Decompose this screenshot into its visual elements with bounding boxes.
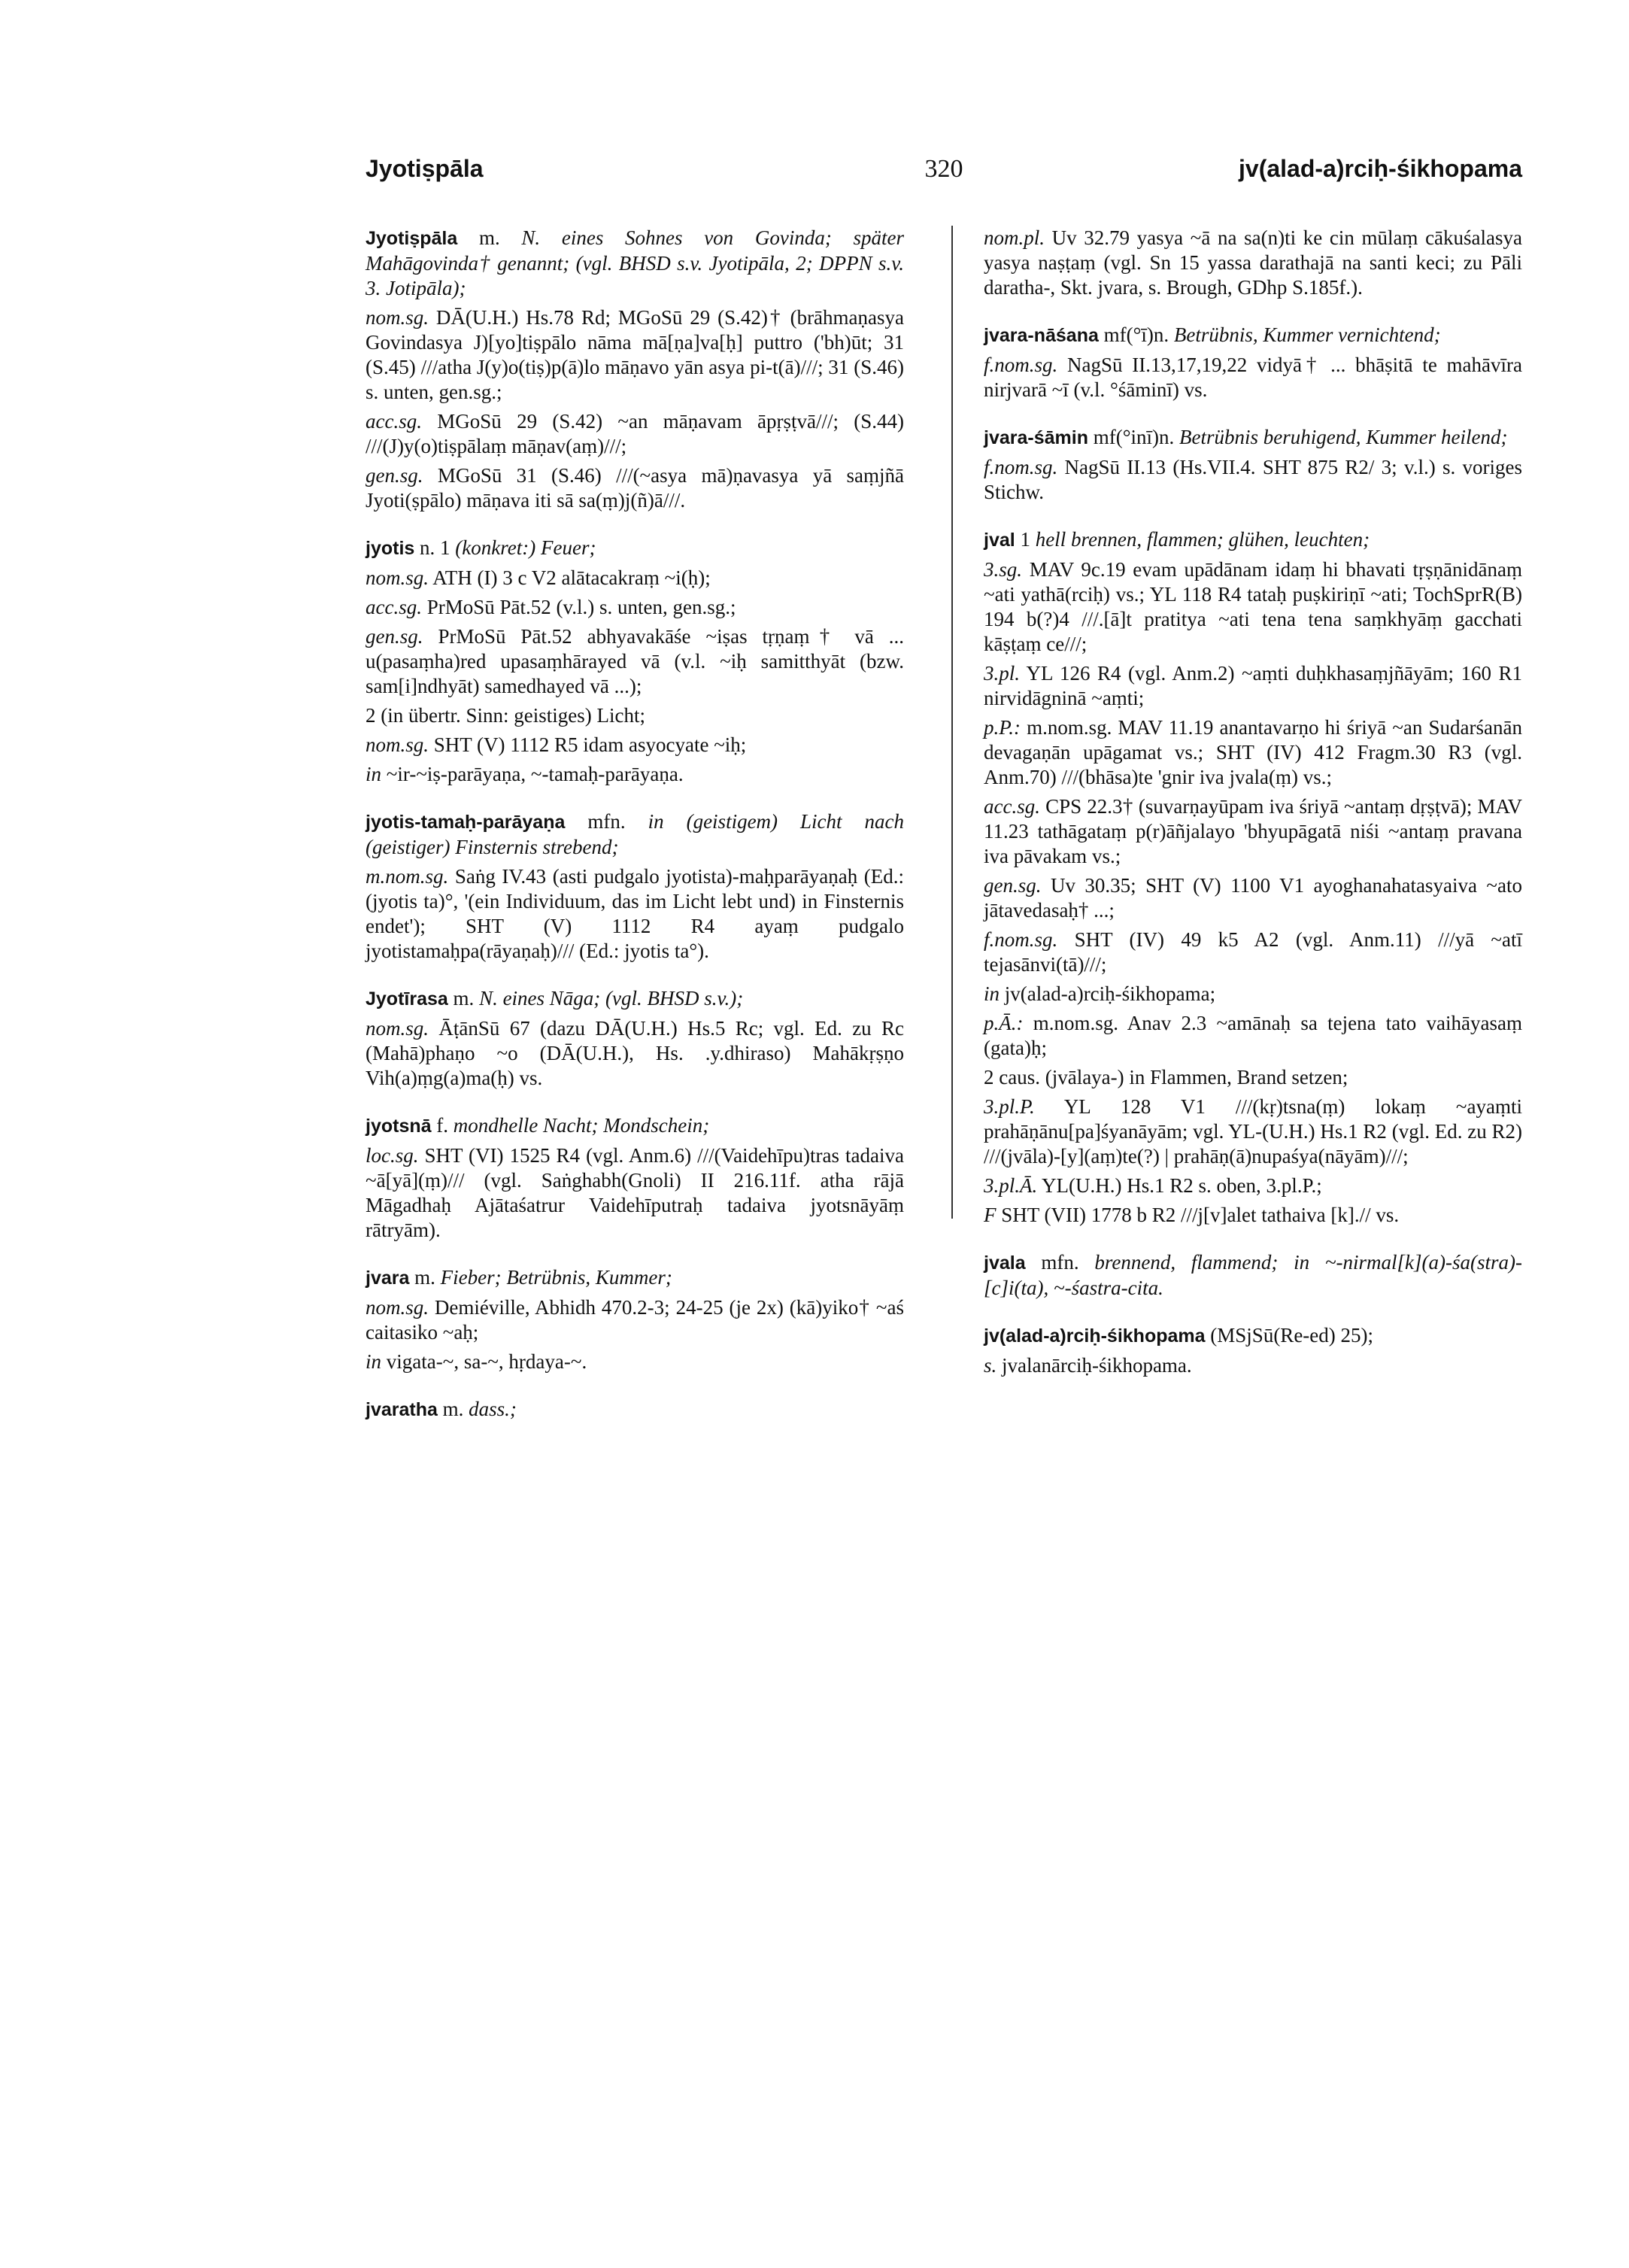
citation-line: [984, 794, 1522, 869]
citation-text: YL 128 V1 ///(kṛ)tsna(ṃ) lokaṃ ~ayaṃti prahāṇānu[pa]śyanāyām; vgl. YL-(U.H.) Hs.1 R2 (vgl. Ed. zu R2) ///(jvāla)-[y](aṃ)te(?) | prahāṇ(ā)nupaśya(nāyām)///;: [984, 1095, 1523, 1167]
entry-head: [984, 1323, 1522, 1349]
form-label: in: [366, 1350, 382, 1373]
citation-text: PrMoSū Pāt.52 (v.l.) s. unten, gen.sg.;: [426, 596, 736, 618]
definition: dass.;: [469, 1398, 517, 1420]
entry-head: [366, 1113, 904, 1139]
citation-text: NagSū II.13,17,19,22 vidyā† ... bhāṣitā te mahāvīra nirjvarā ~ī (v.l. °śāminī) vs.: [984, 354, 1522, 401]
entry-head: [366, 1265, 904, 1291]
citation-line: [984, 1065, 1522, 1090]
entry-head: [366, 1397, 904, 1422]
lemma: jvara: [366, 1268, 410, 1289]
form-label: in: [366, 763, 382, 785]
citation-text: SHT (IV) 49 k5 A2 (vgl. Anm.11) ///yā ~atī tejasānvi(tā)///;: [984, 928, 1523, 976]
citation-text: SHT (V) 1112 R5 idam asyocyate ~iḥ;: [433, 733, 747, 756]
form-label: f.nom.sg.: [984, 456, 1058, 478]
grammar-info: f.: [436, 1114, 449, 1137]
citation-text: Demiéville, Abhidh 470.2-3; 24-25 (je 2x) (kā)yiko† ~aś caitasiko ~aḥ;: [366, 1296, 904, 1343]
grammar-info: mf(°inī)n.: [1093, 426, 1175, 448]
form-label: nom.sg.: [366, 1017, 429, 1040]
citation-line: [366, 1143, 904, 1243]
form-label: 3.pl.Ā.: [984, 1174, 1038, 1197]
citation-text: YL(U.H.) Hs.1 R2 s. oben, 3.pl.P.;: [1042, 1174, 1322, 1197]
citation-line: [984, 557, 1522, 657]
citation-line: [366, 624, 904, 699]
citation-text: YL 126 R4 (vgl. Anm.2) ~aṃti duḥkhasaṃjñāyām; 160 R1 nirvidāgninā ~aṃti;: [984, 662, 1523, 709]
citation-line: [366, 1016, 904, 1091]
form-label: gen.sg.: [366, 464, 423, 487]
form-label: gen.sg.: [984, 874, 1042, 897]
citation-line: [366, 566, 904, 591]
citation-line: [984, 1353, 1522, 1378]
citation-text: CPS 22.3† (suvarṇayūpam iva śriyā ~antaṃ dṛṣṭvā); MAV 11.23 tathāgataṃ p(r)āñjalayo 'bhyupāgatā niśi ~antaṃ pravana iva pāvakam vs.;: [984, 795, 1522, 867]
dictionary-entry: [984, 226, 1522, 300]
form-label: 3.pl.: [984, 662, 1021, 685]
entry-head: [366, 986, 904, 1012]
dictionary-entry: [984, 425, 1522, 505]
citation-text: SHT (VII) 1778 b R2 ///j[v]alet tathaiva [k].// vs.: [1001, 1204, 1400, 1226]
definition: in (geistigem) Licht nach (geistiger) Finsternis strebend;: [366, 810, 904, 858]
citation-text: DĀ(U.H.) Hs.78 Rd; MGoSū 29 (S.42)† (brāhmaṇasya Govindasya J)[yo]tiṣpālo nāma mā[ṇa]va[ḥ] puttro ('bh)ūt; 31 (S.45) ///atha J(y)o(tiṣ)p(ā)lo māṇavo yān asya pi-t(ā)///; 31 (S.46) s. unten, gen.sg.;: [366, 306, 905, 403]
citation-line: [366, 463, 904, 513]
citation-line: [984, 1173, 1522, 1198]
lemma: Jyotīrasa: [366, 988, 448, 1010]
citation-line: [984, 661, 1522, 711]
entry-head: [984, 425, 1522, 451]
dictionary-entry: [984, 1323, 1522, 1378]
header-left-word: Jyotiṣpāla: [366, 155, 484, 182]
lemma: jval: [984, 530, 1015, 551]
citation-line: [984, 873, 1522, 923]
citation-text: NagSū II.13 (Hs.VII.4. SHT 875 R2/ 3; v.l.) s. voriges Stichw.: [984, 456, 1522, 503]
right-column: [984, 226, 1522, 1401]
dictionary-entry: [984, 527, 1522, 1228]
citation-line: [366, 1350, 904, 1374]
form-label: p.P.:: [984, 716, 1021, 739]
column-divider: [951, 226, 953, 1219]
entry-head: [366, 809, 904, 860]
lemma: jvala: [984, 1252, 1026, 1274]
citation-text: jvalanārciḥ-śikhopama.: [1002, 1354, 1192, 1377]
citation-line: [984, 1011, 1522, 1061]
dictionary-entry: [366, 1397, 904, 1422]
citation-line: [366, 733, 904, 758]
citation-line: [984, 715, 1522, 790]
grammar-info: m.: [442, 1398, 464, 1420]
dictionary-entry: [366, 536, 904, 787]
running-head: [366, 155, 1522, 193]
citation-line: [366, 762, 904, 787]
lemma: jv(alad-a)rciḥ-śikhopama: [984, 1325, 1206, 1347]
grammar-info: m.: [478, 226, 500, 249]
definition: N. eines Sohnes von Govinda; später Mahāgovinda† genannt; (vgl. BHSD s.v. Jyotipāla, 2; DPPN s.v. 3. Jotipāla);: [366, 226, 905, 299]
citation-line: [366, 703, 904, 728]
citation-text: Uv 30.35; SHT (V) 1100 V1 ayoghanahatasyaiva ~ato jātavedasaḥ† ...;: [984, 874, 1522, 921]
entry-head: [984, 323, 1522, 348]
definition: N. eines Nāga; (vgl. BHSD s.v.);: [479, 987, 744, 1010]
form-label: nom.sg.: [366, 1296, 429, 1319]
citation-text: MGoSū 29 (S.42) ~an māṇavam āpṛṣṭvā///; (S.44) ///(J)y(o)tiṣpālaṃ māṇav(aṃ)///;: [366, 410, 904, 457]
grammar-info: m.: [453, 987, 475, 1010]
definition: mondhelle Nacht; Mondschein;: [453, 1114, 710, 1137]
grammar-info: (MSjSū(Re-ed) 25);: [1210, 1324, 1374, 1347]
citation-line: [984, 1095, 1522, 1169]
form-label: loc.sg.: [366, 1144, 419, 1167]
citation-text: Uv 32.79 yasya ~ā na sa(n)ti ke cin mūlaṃ cākuśalasya yasya naṣṭaṃ (vgl. Sn 15 yassa darathajā na santi keci; zu Pāli daratha-, Skt. jvara, s. Brough, GDhp S.185f.).: [984, 226, 1523, 299]
grammar-info: 1: [1020, 528, 1030, 551]
form-label: 3.sg.: [984, 558, 1023, 581]
form-label: F: [984, 1204, 997, 1226]
form-label: nom.sg.: [366, 733, 429, 756]
citation-line: [984, 226, 1522, 300]
form-label: 3.pl.P.: [984, 1095, 1035, 1118]
header-right-word: jv(alad-a)rciḥ-śikhopama: [1239, 155, 1522, 182]
citation-line: [984, 982, 1522, 1006]
citation-text: PrMoSū Pāt.52 abhyavakāśe ~iṣas tṛṇaṃ† vā ... u(pasaṃha)red upasaṃhārayed vā (v.l. ~iḥ samitthyāt (bzw. sam[i]ndhyāt) samedhayed vā ...);: [366, 625, 905, 697]
lemma: jyotis-tamaḥ-parāyaṇa: [366, 812, 566, 833]
citation-line: [984, 928, 1522, 977]
lemma: jvara-śāmin: [984, 427, 1088, 448]
dictionary-entry: [366, 1113, 904, 1243]
citation-line: [366, 409, 904, 459]
lemma: jvara-nāśana: [984, 325, 1099, 346]
citation-text: MAV 9c.19 evam upādānam idaṃ hi bhavati tṛṣṇānidānaṃ ~ati yathā(rciḥ) vs.; YL 118 R4 tataḥ puṣkiriṇī ~ati; TochSprR(B) 194 b(?)4 ///.[ā]t pratitya ~ati tena tena saṃkhyāṃ gacchati kāṣṭaṃ ce///;: [984, 558, 1522, 655]
form-label: acc.sg.: [984, 795, 1040, 818]
citation-line: [366, 1295, 904, 1345]
form-label: acc.sg.: [366, 596, 422, 618]
citation-line: [984, 455, 1522, 505]
lemma: Jyotiṣpāla: [366, 228, 458, 249]
citation-text: MGoSū 31 (S.46) ///(~asya mā)ṇavasya yā saṃjñā Jyoti(ṣpālo) māṇava iti sā sa(ṃ)j(ñ)ā///.: [366, 464, 905, 512]
form-label: f.nom.sg.: [984, 354, 1058, 376]
citation-line: [366, 864, 904, 964]
form-label: gen.sg.: [366, 625, 423, 648]
form-label: s.: [984, 1354, 997, 1377]
form-label: nom.sg.: [366, 566, 429, 589]
definition: hell brennen, flammen; glühen, leuchten;: [1035, 528, 1370, 551]
grammar-info: m.: [414, 1266, 435, 1289]
form-label: in: [984, 982, 1000, 1005]
definition: (konkret:) Feuer;: [455, 536, 596, 559]
dictionary-entry: [366, 809, 904, 964]
citation-text: ĀṭānSū 67 (dazu DĀ(U.H.) Hs.5 Rc; vgl. Ed. zu Rc (Mahā)phaṇo ~o (DĀ(U.H.), Hs. .y.dhiraso) Mahākṛṣṇo Vih(a)ṃg(a)ma(ḥ) vs.: [366, 1017, 905, 1089]
form-label: nom.sg.: [366, 306, 429, 329]
citation-line: [366, 595, 904, 620]
citation-text: m.nom.sg. MAV 11.19 anantavarṇo hi śriyā ~an Sudarśanān devagaṇān upāgamat vs.; SHT (IV) 412 Fragm.30 R3 (vgl. Anm.70) ///(bhāsa)te 'gnir iva jvala(ṃ) vs.;: [984, 716, 1523, 788]
form-label: acc.sg.: [366, 410, 422, 433]
entry-head: [984, 527, 1522, 553]
page-number: 320: [924, 155, 963, 183]
citation-line: [366, 305, 904, 405]
form-label: nom.pl.: [984, 226, 1045, 249]
entry-head: [366, 226, 904, 301]
grammar-info: mfn.: [587, 810, 626, 833]
definition: Fieber; Betrübnis, Kummer;: [440, 1266, 672, 1289]
grammar-info: mf(°ī)n.: [1103, 323, 1169, 346]
dictionary-entry: [984, 323, 1522, 402]
citation-line: [984, 353, 1522, 402]
dictionary-entry: [366, 986, 904, 1091]
citation-line: [984, 1203, 1522, 1228]
dictionary-entry: [366, 1265, 904, 1374]
lemma: jvaratha: [366, 1399, 438, 1420]
citation-text: m.nom.sg. Anav 2.3 ~amānaḥ sa tejena tato vaihāyasaṃ (gata)ḥ;: [984, 1012, 1522, 1059]
form-label: p.Ā.:: [984, 1012, 1024, 1034]
definition: Betrübnis, Kummer vernichtend;: [1173, 323, 1441, 346]
citation-text: ATH (I) 3 c V2 alātacakraṃ ~i(ḥ);: [432, 566, 711, 589]
citation-text: 2 (in übertr. Sinn: geistiges) Licht;: [366, 704, 645, 727]
definition: Betrübnis beruhigend, Kummer heilend;: [1179, 426, 1508, 448]
dictionary-entry: [984, 1250, 1522, 1301]
entry-head: [366, 536, 904, 561]
form-label: f.nom.sg.: [984, 928, 1058, 951]
left-column: [366, 226, 904, 1445]
definition: brennend, flammend; in ~-nirmal[k](a)-śa(stra)-[c]i(ta), ~-śastra-cita.: [984, 1251, 1523, 1299]
citation-text: jv(alad-a)rciḥ-śikhopama;: [1004, 982, 1216, 1005]
citation-text: SHT (VI) 1525 R4 (vgl. Anm.6) ///(Vaidehīpu)tras tadaiva ~ā[yā](ṃ)/// (vgl. Saṅghabh(Gnoli) II 216.11f. atha rājā Māgadhaḥ Ajātaśatrur Vaidehīputraḥ tadaiva jyotsnāyāṃ rātryām).: [366, 1144, 904, 1241]
citation-text: ~ir-~iṣ-parāyaṇa, ~-tamaḥ-parāyaṇa.: [386, 763, 684, 785]
grammar-info: n. 1: [420, 536, 450, 559]
lemma: jyotsnā: [366, 1116, 432, 1137]
form-label: m.nom.sg.: [366, 865, 449, 888]
citation-text: 2 caus. (jvālaya-) in Flammen, Brand setzen;: [984, 1066, 1348, 1088]
citation-text: Saṅg IV.43 (asti pudgalo jyotista)-maḥparāyaṇaḥ (Ed.: (jyotis ta)°, '(ein Individuum, das im Licht lebt und) in Finsternis endet'); SHT (V) 1112 R4 ayaṃ pudgalo jyotistamaḥpa(rāyaṇaḥ)/// (Ed.: jyotis ta°).: [366, 865, 904, 962]
lemma: jyotis: [366, 538, 415, 559]
entry-head: [984, 1250, 1522, 1301]
dictionary-entry: [366, 226, 904, 513]
grammar-info: mfn.: [1041, 1251, 1079, 1274]
citation-text: vigata-~, sa-~, hṛdaya-~.: [386, 1350, 587, 1373]
